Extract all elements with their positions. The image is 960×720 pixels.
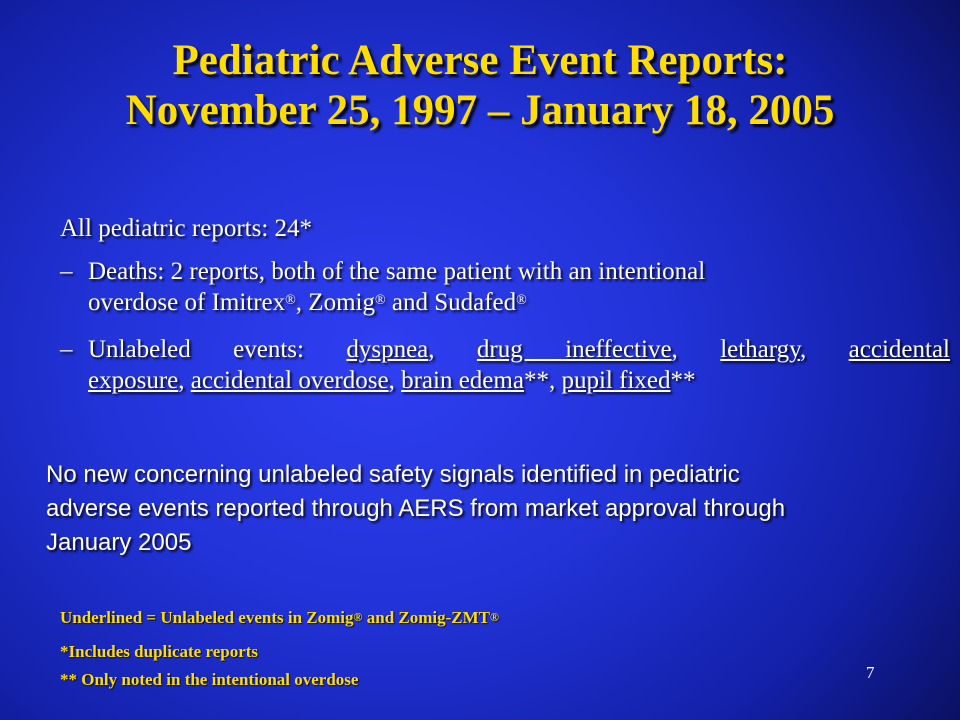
title-line-1: Pediatric Adverse Event Reports:: [172, 37, 788, 84]
conclusion-line-1: No new concerning unlabeled safety signals identified in pediatric: [46, 461, 740, 488]
event-separator: ,: [800, 336, 807, 363]
page-number: 7: [866, 663, 875, 682]
reg-mark: ®: [353, 610, 363, 624]
slide-title: [30, 36, 930, 136]
event-separator: ,: [671, 336, 678, 363]
event-separator: ,: [548, 367, 556, 394]
conclusion-line-3: January 2005: [46, 529, 192, 556]
event-separator: ,: [388, 367, 395, 394]
double-star: **: [523, 367, 549, 394]
double-star: **: [670, 367, 696, 394]
reg-mark: ®: [516, 293, 527, 308]
title-line-2: November 25, 1997 – January 18, 2005: [125, 87, 835, 134]
deaths-text-zomig: , Zomig: [295, 289, 375, 316]
footnote-zmt-text: and Zomig-ZMT: [362, 608, 491, 627]
conclusion-line-2: adverse events reported through AERS from market approval through: [46, 495, 786, 522]
summary-line: All pediatric reports: 24*: [60, 215, 313, 242]
deaths-text-imitrex: overdose of Imitrex: [88, 289, 286, 316]
event-separator: ,: [428, 336, 435, 363]
event-drug-ineffective: drug ineffective: [476, 336, 672, 363]
footnote-underlined: [60, 608, 499, 628]
event-exposure: exposure: [88, 367, 179, 394]
reg-mark: ®: [374, 293, 386, 308]
deaths-line-2: [88, 289, 527, 317]
event-dyspnea: dyspnea: [346, 336, 429, 363]
footnote-duplicate: *Includes duplicate reports: [60, 642, 259, 661]
event-pupil-fixed: pupil fixed: [561, 367, 671, 394]
footnote-intentional: ** Only noted in the intentional overdose: [60, 670, 359, 689]
reg-mark: ®: [490, 610, 499, 624]
footnote-underlined-text: Underlined = Unlabeled events in Zomig: [60, 608, 354, 627]
unlabeled-line-1: [88, 336, 950, 364]
event-brain-edema: brain edema: [401, 367, 524, 394]
deaths-line-1: Deaths: 2 reports, both of the same patient with an intentional: [88, 258, 706, 285]
unlabeled-label: Unlabeled events:: [88, 336, 304, 363]
event-lethargy: lethargy: [720, 336, 801, 363]
deaths-text-sudafed: and Sudafed: [385, 289, 517, 316]
deaths-dash: –: [60, 258, 73, 285]
unlabeled-line-2: [88, 367, 695, 395]
event-separator: ,: [178, 367, 185, 394]
event-accidental-overdose: accidental overdose: [190, 367, 389, 394]
unlabeled-dash: –: [60, 336, 73, 363]
reg-mark: ®: [285, 293, 296, 308]
event-accidental: accidental: [848, 336, 950, 363]
